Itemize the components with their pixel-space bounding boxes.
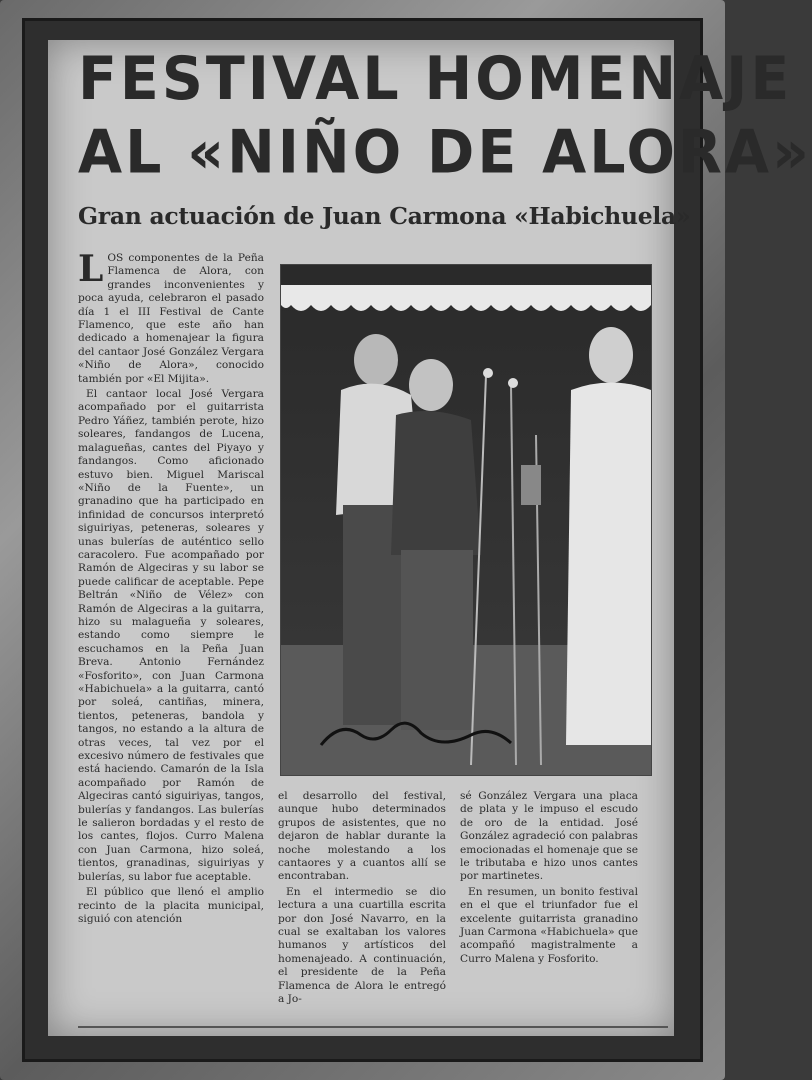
paragraph: el desarrollo del festival, aunque hubo determinados grupos de asistentes, que no dejaron de hablar durante la noche molestando a los cantaores y a cuantos allí se encontraban. xyxy=(278,790,446,883)
newspaper-clipping xyxy=(48,40,812,1036)
event-photo xyxy=(280,264,652,776)
bottom-rule xyxy=(78,1026,668,1028)
paragraph xyxy=(78,248,264,386)
paragraph: En resumen, un bonito festival en el que el triunfador fue el excelente guitarrista granadino Juan Carmona «Habichuela» que acompañó magistralmente a Curro Malena y Fosforito. xyxy=(460,885,638,965)
photo-image xyxy=(281,265,651,775)
headline-line-1: FESTIVAL HOMENAJE xyxy=(78,44,793,114)
drop-cap: L xyxy=(78,248,104,290)
paragraph: El público que llenó el amplio recinto de la placita municipal, siguió con atención xyxy=(78,886,264,925)
paragraph: En el intermedio se dio lectura a una cuartilla escrita por don José Navarro, en la cual se exaltaban los valores humanos y artísticos del homenajeado. A continuación, el presidente de la Peña Flamenca de Alora le entregó a Jo- xyxy=(278,885,446,1006)
headline-line-2: AL «NIÑO DE ALORA» xyxy=(78,118,812,188)
paragraph-text: OS componentes de la Peña Flamenca de Alora, con grandes inconvenientes y poca ayuda, celebraron el pasado día 1 el III Festival de Cante Flamenco, que este año han dedicado a homenajear la figura del cantaor José González Vergara «Niño de Alora», conocido también por «El Mijita». xyxy=(78,252,264,385)
headline xyxy=(78,43,812,190)
paragraph: sé González Vergara una placa de plata y le impuso el escudo de oro de la entidad. José González agradeció con palabras emocionadas el homenaje que se le tributaba e hizo unos cantes por martinetes. xyxy=(460,790,638,883)
article-column-2 xyxy=(278,790,446,1020)
subheadline: Gran actuación de Juan Carmona «Habichuela» xyxy=(78,202,691,230)
paragraph: El cantaor local José Vergara acompañado por el guitarrista Pedro Yáñez, también perote, hizo soleares, fandangos de Lucena, malagueñas, cantes del Piyayo y fandangos. Como aficionado estuvo bien. Miguel Mariscal «Niño de la Fuente», un granadino que ha participado en infinidad de concursos interpretó siguiriyas, peteneras, soleares y unas bulerías de auténtico sello caracolero. Fue acompañado por Ramón de Algeciras y su labor se puede calificar de aceptable. Pepe Beltrán «Niño de Vélez» con Ramón de Algeciras a la guitarra, hizo su malagueña y soleares, estando como siempre le escuchamos en la Peña Juan Breva. Antonio Fernández «Fosforito», con Juan Carmona «Habichuela» a la guitarra, cantó por soleá, cantiñas, minera, tientos, peteneras, bandola y tangos, no estando a la altura de otras veces, tal vez por el excesivo número de festivales que está haciendo. Camarón de la Isla acompañado por Ramón de Algeciras cantó siguiriyas, tangos, bulerías y fandangos. Las bulerías le salieron bordadas y el resto de los cantes, flojos. Curro Malena con Juan Carmona, hizo soleá, tientos, granadinas, siguiriyas y bulerías, su labor fue aceptable. xyxy=(78,388,264,883)
article-column-1 xyxy=(78,248,264,1022)
article-column-3 xyxy=(460,790,638,1020)
